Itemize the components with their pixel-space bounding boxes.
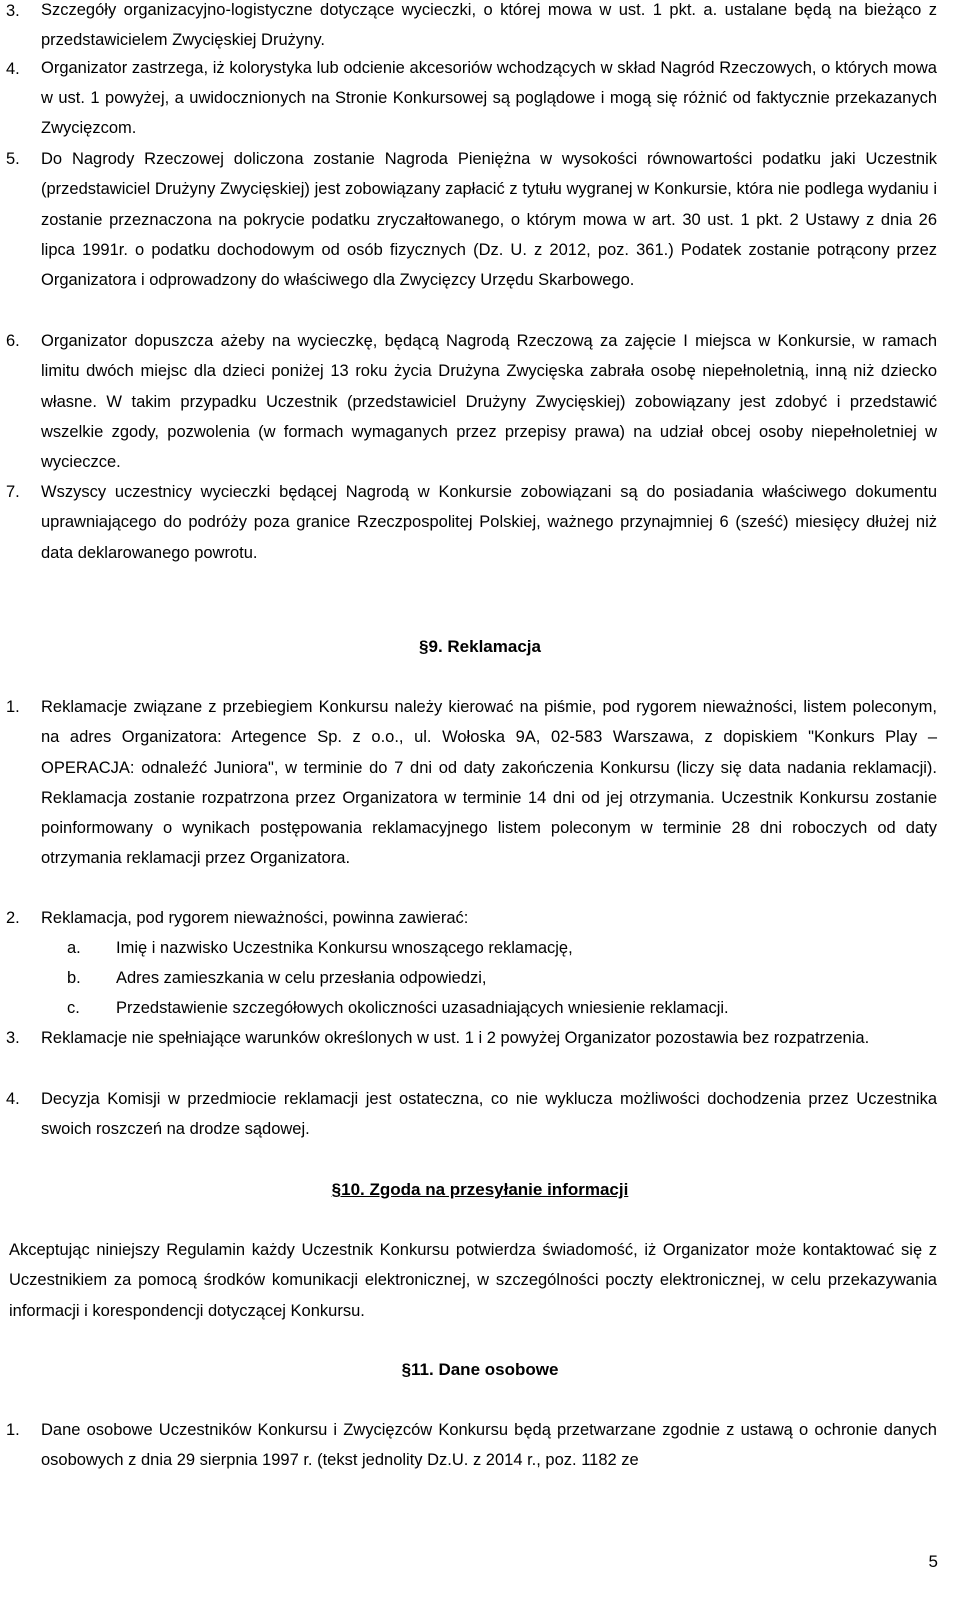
list-item-text: Reklamacje związane z przebiegiem Konkursu należy kierować na piśmie, pod rygorem nieważności, listem poleconym, na adres Organizatora: Artegence Sp. z o.o., ul. Wołoska 9A, 02-583 Warszawa, z dopiskiem "Konkurs Play – OPERACJA: odnaleźć Juniora", w terminie do 7 dni od daty zakończenia Konkursu (liczy się data nadania reklamacji). Reklamacja zostanie rozpatrzona przez Organizatora w terminie 14 dni od jej otrzymania. Uczestnik Konkursu zostanie poinformowany o wynikach postępowania reklamacyjnego listem poleconym w terminie 28 dni roboczych od daty otrzymania reklamacji przez Organizatora. [41, 698, 937, 868]
subitem-text: Imię i nazwisko Uczestnika Konkursu wnoszącego reklamację, [116, 939, 573, 957]
section-10-heading [0, 1175, 960, 1205]
list-item-text: Szczegóły organizacyjno-logistyczne dotyczące wycieczki, o której mowa w ust. 1 pkt. a. ustalane będą na bieżąco z przedstawicielem Zwycięskiej Drużyny. [41, 1, 937, 49]
list-item-number: 3. [6, 2, 20, 20]
section-9-heading [0, 632, 960, 662]
list-item-text: Organizator dopuszcza ażeby na wycieczkę, będącą Nagrodą Rzeczową za zajęcie I miejsca w Konkursie, w ramach limitu dwóch miejsc dla dzieci poniżej 13 roku życia Drużyna Zwycięska zabrała osobę niepełnoletnią, inną niż dziecko własne. W takim przypadku Uczestnik (przedstawiciel Drużyny Zwycięskiej) zobowiązany jest zdobyć i przedstawić wszelkie zgody, pozwolenia (w formach wymaganych przez przepisy prawa) na udział obcej osoby niepełnoletniej w wycieczce. [41, 332, 937, 472]
section-9-heading-text: §9. Reklamacja [419, 637, 541, 656]
section-10-heading-text: §10. Zgoda na przesyłanie informacji [331, 1180, 629, 1199]
list-item-number: 6. [6, 332, 20, 350]
subitem-letter: a. [67, 939, 81, 957]
list-item-text: Reklamacje nie spełniające warunków określonych w ust. 1 i 2 powyżej Organizator pozostawia bez rozpatrzenia. [41, 1029, 870, 1047]
list-item-number: 1. [6, 698, 20, 716]
page-number: 5 [928, 1552, 938, 1571]
list-item-text: Do Nagrody Rzeczowej doliczona zostanie Nagroda Pieniężna w wysokości równowartości podatku jaki Uczestnik (przedstawiciel Drużyny Zwycięskiej) jest zobowiązany zapłacić z tytułu wygranej w Konkursie, która nie podlega wydaniu i zostanie przeznaczona na pokrycie podatku zryczałtowanego, o którym mowa w art. 30 ust. 1 pkt. 2 Ustawy z dnia 26 lipca 1991r. o podatku dochodowym od osób fizycznych (Dz. U. z 2012, poz. 361.) Podatek zostanie potrącony przez Organizatora i odprowadzony do właściwego dla Zwycięzcy Urzędu Skarbowego. [41, 150, 937, 290]
list-item-text: Decyzja Komisji w przedmiocie reklamacji jest ostateczna, co nie wyklucza możliwości dochodzenia przez Uczestnika swoich roszczeń na drodze sądowej. [41, 1090, 937, 1139]
list-item-number: 3. [6, 1029, 20, 1047]
list-item-text: Dane osobowe Uczestników Konkursu i Zwycięzców Konkursu będą przetwarzane zgodnie z ustawą o ochronie danych osobowych z dnia 29 sierpnia 1997 r. (tekst jednolity Dz.U. z 2014 r., poz. 1182 ze [41, 1421, 937, 1470]
list-item-number: 4. [6, 60, 20, 78]
list-item-number: 5. [6, 150, 20, 168]
subitem-text: Adres zamieszkania w celu przesłania odpowiedzi, [116, 969, 487, 987]
list-item-number: 2. [6, 909, 20, 927]
list-item-number: 4. [6, 1090, 20, 1108]
list-item-text: Organizator zastrzega, iż kolorystyka lub odcienie akcesoriów wchodzących w skład Nagród Rzeczowych, o których mowa w ust. 1 powyżej, a uwidocznionych na Stronie Konkursowej są poglądowe i mogą się różnić od faktycznie przekazanych Zwycięzcom. [41, 59, 937, 137]
section-10-paragraph: Akceptując niniejszy Regulamin każdy Uczestnik Konkursu potwierdza świadomość, iż Organizator może kontaktować się z Uczestnikiem za pomocą środków komunikacji elektronicznej, w szczególności poczty elektronicznej, w celu przekazywania informacji i korespondencji dotyczącej Konkursu. [9, 1241, 937, 1320]
subitem-text: Przedstawienie szczegółowych okoliczności uzasadniających wniesienie reklamacji. [116, 999, 729, 1017]
list-item-text: Wszyscy uczestnicy wycieczki będącej Nagrodą w Konkursie zobowiązani są do posiadania właściwego dokumentu uprawniającego do podróży poza granice Rzeczpospolitej Polskiej, ważnego przynajmniej 6 (sześć) miesięcy dłużej niż data deklarowanego powrotu. [41, 483, 937, 562]
subitem-letter: c. [67, 999, 80, 1017]
list-item-number: 1. [6, 1421, 20, 1439]
section-11-heading-text: §11. Dane osobowe [401, 1360, 559, 1379]
section-11-heading [0, 1355, 960, 1385]
subitem-letter: b. [67, 969, 81, 987]
list-item-text: Reklamacja, pod rygorem nieważności, powinna zawierać: [41, 909, 469, 927]
list-item-number: 7. [6, 483, 20, 501]
